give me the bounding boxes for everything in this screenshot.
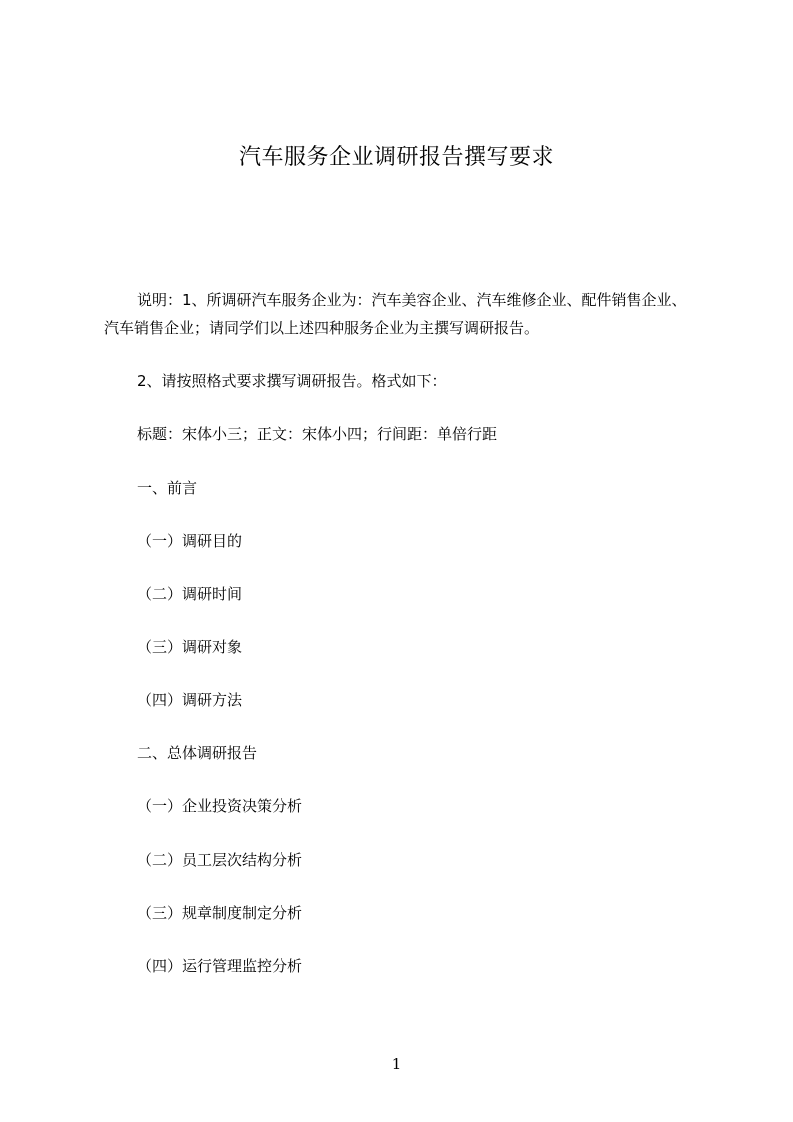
section-item: （一）企业投资决策分析: [137, 797, 303, 815]
section-item: （四）调研方法: [137, 691, 243, 709]
intro-line-1: 说明：1、所调研汽车服务企业为：汽车美容企业、汽车维修企业、配件销售企业、: [137, 291, 687, 309]
section-item: （二）员工层次结构分析: [137, 851, 303, 869]
document-title: 汽车服务企业调研报告撰写要求: [238, 145, 554, 170]
page-number: 1: [391, 1055, 402, 1073]
section-heading-report: 二、总体调研报告: [137, 744, 258, 762]
format-spec: 标题：宋体小三；正文：宋体小四；行间距：单倍行距: [137, 425, 498, 443]
section-item: （二）调研时间: [137, 585, 243, 603]
format-note: 2、请按照格式要求撰写调研报告。格式如下：: [137, 372, 447, 390]
section-item: （三）调研对象: [137, 638, 243, 656]
section-item: （一）调研目的: [137, 532, 243, 550]
section-item: （三）规章制度制定分析: [137, 904, 303, 922]
section-item: （四）运行管理监控分析: [137, 957, 303, 975]
intro-line-2: 汽车销售企业；请同学们以上述四种服务企业为主撰写调研报告。: [104, 319, 540, 337]
section-heading-preface: 一、前言: [137, 479, 198, 497]
